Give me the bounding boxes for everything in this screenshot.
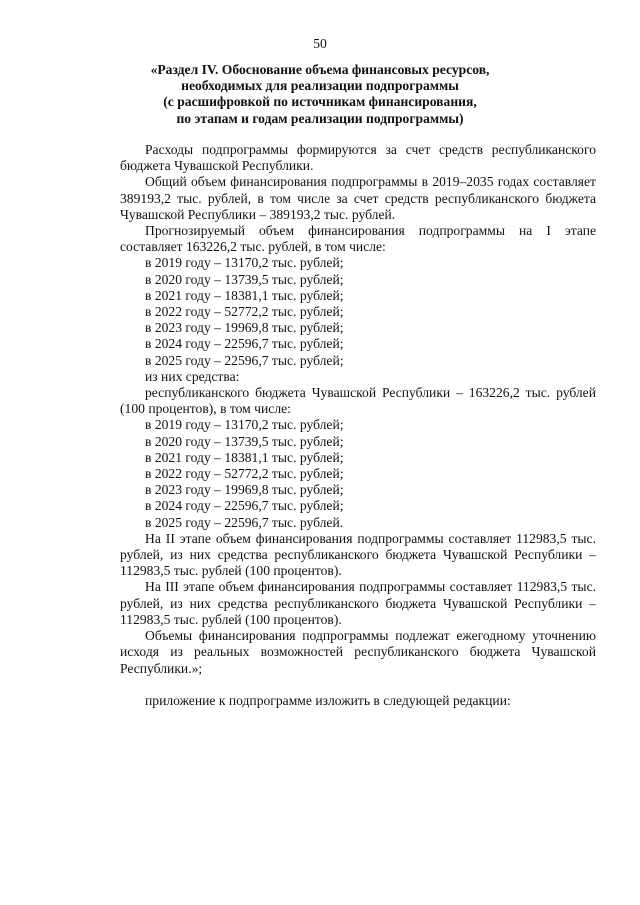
heading-line: «Раздел IV. Обоснование объема финансовых ресурсов,	[150, 62, 490, 77]
section-heading	[110, 62, 530, 127]
spacer	[120, 677, 596, 693]
list-item: в 2021 году – 18381,1 тыс. рублей;	[145, 287, 344, 303]
document-body	[120, 142, 596, 709]
list-item: в 2022 году – 52772,2 тыс. рублей;	[145, 304, 344, 320]
list-item: в 2019 году – 13170,2 тыс. рублей;	[145, 255, 344, 271]
list-item: в 2023 году – 19969,8 тыс. рублей;	[145, 320, 344, 336]
list-item: в 2020 году – 13739,5 тыс. рублей;	[145, 271, 344, 287]
paragraph-stage-1: Прогнозируемый объем финансирования подпрограммы на I этапе составляет 163226,2 тыс. рублей, в том числе:	[120, 223, 596, 255]
list-item: в 2019 году – 13170,2 тыс. рублей;	[145, 417, 344, 433]
list-item: из них средства:	[145, 368, 240, 384]
paragraph-stage-2: На II этапе объем финансирования подпрограммы составляет 112983,5 тыс. рублей, из них средства республиканского бюджета Чувашской Республики –112983,5 тыс. рублей (100 процентов).	[120, 530, 596, 579]
page-number: 50	[313, 36, 327, 51]
list-item: в 2021 году – 18381,1 тыс. рублей;	[145, 449, 344, 465]
paragraph-expenses: Расходы подпрограммы формируются за счет средств республиканского бюджета Чувашской Республики.	[120, 142, 596, 174]
paragraph-total-volume: Общий объем финансирования подпрограммы в 2019–2035 годах составляет 389193,2 тыс. рублей, в том числе за счет средств республиканского бюджета Чувашской Республики – 389193,2 тыс. рублей.	[120, 174, 596, 222]
list-item: в 2024 году – 22596,7 тыс. рублей;	[145, 336, 344, 352]
list-item: в 2022 году – 52772,2 тыс. рублей;	[145, 466, 344, 482]
paragraph-budget-source: республиканского бюджета Чувашской Республики – 163226,2 тыс. рублей (100 процентов), в том числе:	[120, 385, 596, 417]
heading-line: по этапам и годам реализации подпрограммы)	[176, 110, 464, 126]
list-item: в 2020 году – 13739,5 тыс. рублей;	[145, 433, 344, 449]
paragraph-appendix: приложение к подпрограмме изложить в следующей редакции:	[145, 692, 511, 708]
paragraph-stage-3: На III этапе объем финансирования подпрограммы составляет 112983,5 тыс. рублей, из них средства республиканского бюджета Чувашской Республики – 112983,5 тыс. рублей (100 процентов).	[120, 579, 596, 627]
heading-line: (с расшифровкой по источникам финансирования,	[163, 94, 477, 110]
list-item: в 2025 году – 22596,7 тыс. рублей.	[145, 514, 344, 530]
paragraph-annual-adjustment: Объемы финансирования подпрограммы подлежат ежегодному уточнению исходя из реальных возможностей республиканского бюджета Чувашской Республики.»;	[120, 628, 596, 676]
list-item: в 2024 году – 22596,7 тыс. рублей;	[145, 498, 344, 514]
heading-line: необходимых для реализации подпрограммы	[181, 78, 459, 94]
list-item: в 2025 году – 22596,7 тыс. рублей;	[145, 352, 344, 368]
list-item: в 2023 году – 19969,8 тыс. рублей;	[145, 482, 344, 498]
